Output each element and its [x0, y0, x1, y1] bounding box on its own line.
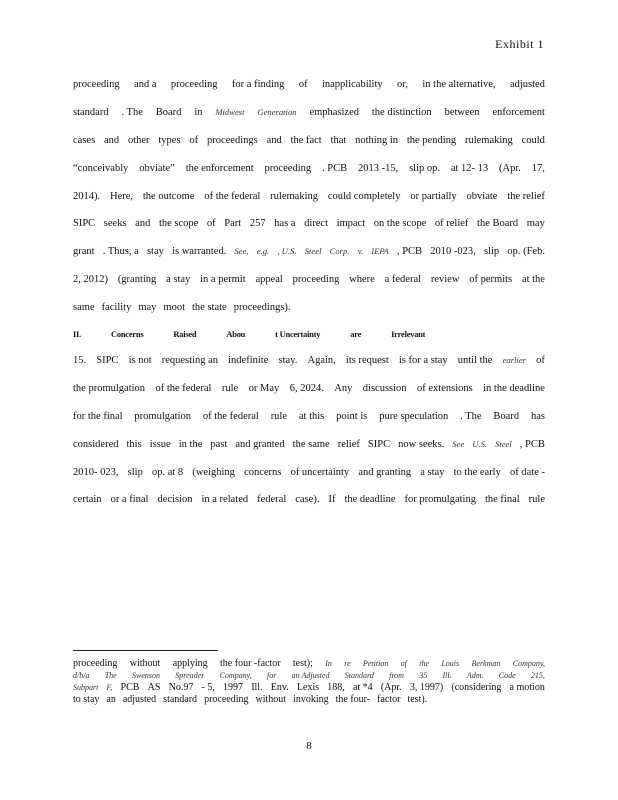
text-line — [73, 99, 545, 127]
word: (granting — [117, 274, 157, 286]
word: (considering — [451, 682, 502, 693]
word: the promulgation — [73, 382, 146, 394]
word: point is — [336, 410, 368, 422]
word: of — [206, 218, 216, 230]
word: stay. — [278, 355, 298, 367]
citation-word: Standard — [344, 671, 374, 680]
word: Part — [224, 218, 242, 230]
word: or, — [397, 79, 408, 90]
text-line — [73, 658, 545, 670]
word: AS — [147, 682, 161, 693]
word: “conceivably — [73, 162, 129, 174]
word: in the deadline — [483, 382, 545, 394]
word: the scope — [158, 218, 199, 230]
citation-word: Company, — [219, 671, 252, 680]
word: 3, 1997) — [409, 682, 444, 693]
heading-word: Concerns — [111, 330, 144, 340]
word: considered — [73, 438, 119, 450]
text-line — [73, 238, 545, 266]
word: cases — [73, 134, 96, 146]
word: of the federal — [202, 410, 259, 422]
word: SIPC — [367, 438, 391, 450]
text-line — [73, 127, 545, 155]
word: issue — [149, 438, 171, 450]
word: slip op. — [409, 162, 440, 174]
word: rulemaking — [270, 190, 318, 202]
text-line — [73, 486, 545, 514]
word: without — [129, 658, 161, 669]
citation-word: Midwest — [215, 106, 245, 117]
word: that — [330, 134, 347, 146]
word: relief — [337, 438, 360, 450]
word: the outcome — [142, 190, 195, 202]
citation-word: Generation — [257, 106, 297, 117]
citation-word: d/b/a — [73, 671, 90, 680]
word: emphasized — [309, 106, 359, 118]
word: review — [430, 274, 460, 286]
word: the final — [484, 494, 520, 506]
text-line — [73, 183, 545, 211]
citation-word: Steel — [495, 438, 512, 449]
word: an — [106, 694, 116, 705]
word: 1997 — [223, 682, 244, 693]
word: until the — [457, 355, 493, 367]
citation-word: See — [452, 438, 465, 449]
citation-word: for — [267, 671, 277, 680]
text-line — [73, 682, 545, 694]
word: (weighing — [192, 466, 235, 478]
word: certain — [73, 494, 102, 506]
word: enforcement — [492, 106, 545, 118]
word: past — [210, 438, 228, 450]
word: Board — [493, 410, 520, 422]
word: , PCB — [519, 438, 545, 450]
word: to stay — [73, 694, 100, 705]
word: 15. — [73, 355, 87, 367]
citation-word: Corp. — [329, 246, 350, 257]
word: proceeding — [264, 162, 312, 174]
text-line — [73, 210, 545, 238]
word: appeal — [255, 274, 283, 286]
word: of extensions — [417, 382, 473, 394]
citation-word: Louis — [441, 659, 460, 668]
text-line — [73, 694, 545, 706]
word: standard — [163, 694, 198, 705]
citation-word: Swenson — [131, 671, 160, 680]
word: discussion — [362, 382, 407, 394]
text-line — [73, 266, 545, 294]
heading-word: t Uncertainty — [275, 330, 321, 340]
word: of — [189, 134, 199, 146]
word: Here, — [109, 190, 134, 202]
section-heading — [73, 322, 545, 347]
paragraph-15 — [73, 347, 545, 514]
word: stay — [146, 246, 164, 258]
word: without — [255, 694, 287, 705]
word: the fact — [290, 134, 322, 146]
word: If — [328, 494, 336, 506]
footnote — [73, 658, 545, 706]
word: rule — [528, 494, 545, 506]
heading-word: Raised — [173, 330, 197, 340]
word: rule — [221, 382, 239, 394]
word: proceeding — [292, 274, 340, 286]
text-line — [73, 155, 545, 183]
word: where — [349, 274, 375, 286]
word: 2010 -023, — [430, 246, 476, 258]
citation-word: earlier — [502, 355, 526, 366]
word: rule — [270, 410, 288, 422]
word: in a related — [201, 494, 249, 506]
citation-word: Subpart — [73, 683, 99, 692]
word: grant — [73, 246, 95, 258]
word: proceeding — [73, 79, 120, 90]
word: other — [127, 134, 150, 146]
citation-word: an Adjusted — [291, 671, 330, 680]
citation-word: of — [400, 659, 407, 668]
word: the pending — [406, 134, 457, 146]
text-line — [73, 294, 545, 322]
word: rulemaking — [464, 134, 513, 146]
citation-word: Berkman — [471, 659, 501, 668]
word: this — [126, 438, 142, 450]
word: factor — [377, 694, 401, 705]
word: could — [521, 134, 545, 146]
word: adjusted — [122, 694, 157, 705]
citation-word: In — [325, 659, 332, 668]
word: (Apr. — [499, 162, 521, 174]
text-line — [73, 459, 545, 487]
word: now seeks. — [398, 438, 445, 450]
word: standard — [73, 106, 109, 118]
word: slip — [483, 246, 500, 258]
word: has a — [274, 218, 296, 230]
word: the same — [292, 438, 330, 450]
word: the Board — [477, 218, 519, 230]
word: at the — [521, 274, 545, 286]
word: proceedings). — [233, 302, 291, 314]
citation-word: 215, — [530, 671, 545, 680]
heading-word: Abou — [226, 330, 246, 340]
heading-word: are — [350, 330, 362, 340]
citation-word: re — [344, 659, 351, 668]
word: of uncertainty — [290, 466, 350, 478]
word: in a permit — [200, 274, 246, 286]
word: 2014). — [73, 190, 101, 202]
citation-word: Code — [498, 671, 516, 680]
word: of — [298, 79, 308, 90]
word: impact — [336, 218, 366, 230]
word: of date - — [510, 466, 545, 478]
word: its request — [345, 355, 389, 367]
word: op. (Feb. — [507, 246, 545, 258]
word: or partially — [410, 190, 457, 202]
heading-word: Irrelevant — [391, 330, 426, 340]
citation-word: IEPA — [371, 246, 389, 257]
word: nothing in — [355, 134, 399, 146]
word: 2, 2012) — [73, 274, 108, 286]
body-text — [73, 71, 545, 514]
citation-word: Steel — [304, 246, 322, 257]
word: to the early — [453, 466, 501, 478]
paragraph-continued — [73, 71, 545, 322]
word: 2013 -15, — [357, 162, 399, 174]
word: at this — [298, 410, 325, 422]
word: of relief — [434, 218, 469, 230]
citation-word: e.g. — [256, 246, 270, 257]
word: a federal — [384, 274, 422, 286]
citation-word: from — [389, 671, 404, 680]
citation-word: Adm. — [466, 671, 484, 680]
citation-word: Petition — [362, 659, 389, 668]
text-line — [73, 347, 545, 375]
word: 257 — [249, 218, 266, 230]
word: federal — [257, 494, 287, 506]
exhibit-label: Exhibit 1 — [495, 37, 544, 51]
word: SIPC — [73, 218, 96, 230]
heading-word: II. — [73, 330, 82, 340]
citation-word: U.S. — [472, 438, 488, 449]
word: Board — [155, 106, 182, 118]
word: a motion — [509, 682, 545, 693]
word: obviate” — [139, 162, 175, 174]
word: same — [73, 302, 95, 314]
word: for a finding — [231, 79, 285, 90]
word: promulgation — [134, 410, 191, 422]
text-line — [73, 403, 545, 431]
word: the deadline — [344, 494, 396, 506]
word: No.97 — [168, 682, 194, 693]
word: proceeding — [204, 694, 249, 705]
word: . PCB — [321, 162, 348, 174]
word: the relief — [507, 190, 545, 202]
citation-word: The — [104, 671, 117, 680]
citation-word: Spreader — [175, 671, 205, 680]
word: or May — [248, 382, 280, 394]
word: - 5, — [201, 682, 215, 693]
word: obviate — [466, 190, 498, 202]
word: proceeding — [73, 658, 118, 669]
word: requesting an — [161, 355, 219, 367]
word: direct — [304, 218, 328, 230]
citation-word: Company, — [512, 659, 545, 668]
citation-word: 35 — [419, 671, 428, 680]
word: proceeding — [170, 79, 218, 90]
citation-word: , U.S. — [277, 246, 297, 257]
word: seeks — [103, 218, 127, 230]
word: op. at 8 — [151, 466, 184, 478]
word: is for a stay — [398, 355, 448, 367]
word: Env. — [270, 682, 289, 693]
word: the state — [192, 302, 227, 314]
word: (Apr. — [380, 682, 402, 693]
word: invoking — [293, 694, 329, 705]
text-line — [73, 375, 545, 403]
word: of the federal — [204, 190, 261, 202]
footnote-separator — [73, 650, 218, 651]
word: pure speculation — [379, 410, 449, 422]
word: could completely — [327, 190, 401, 202]
word: the four- — [335, 694, 371, 705]
word: the enforcement — [185, 162, 254, 174]
citation-word: v. — [357, 246, 364, 257]
citation-word: See, — [234, 246, 249, 257]
word: of — [536, 355, 545, 367]
word: of permits — [469, 274, 513, 286]
word: Ill. — [251, 682, 263, 693]
text-line — [73, 431, 545, 459]
word: . The — [460, 410, 482, 422]
word: between — [444, 106, 480, 118]
word: 6, 2024. — [289, 382, 324, 394]
word: may — [526, 218, 545, 230]
word: of the federal — [155, 382, 212, 394]
word: Any — [334, 382, 353, 394]
word: PCB — [120, 682, 140, 693]
citation-word: F, — [106, 683, 113, 692]
word: concerns — [244, 466, 282, 478]
word: Again, — [307, 355, 336, 367]
word: a stay — [420, 466, 445, 478]
word: 2010- 023, — [73, 466, 119, 478]
word: facility — [101, 302, 132, 314]
word: test); — [292, 658, 313, 669]
word: applying — [172, 658, 208, 669]
word: in — [194, 106, 203, 118]
word: proceedings — [206, 134, 258, 146]
word: and granting — [358, 466, 412, 478]
word: has — [530, 410, 545, 422]
word: is warranted. — [172, 246, 227, 258]
word: in the alternative, — [422, 79, 496, 90]
citation-word: Ill. — [442, 671, 452, 680]
word: test). — [407, 694, 428, 705]
word: , PCB — [396, 246, 423, 258]
word: at 12- 13 — [450, 162, 489, 174]
word: . Thus, a — [102, 246, 139, 258]
word: . The — [121, 106, 143, 118]
word: and — [135, 218, 151, 230]
word: slip — [127, 466, 143, 478]
word: and — [266, 134, 282, 146]
word: case). — [295, 494, 320, 506]
page-number: 8 — [306, 740, 312, 752]
word: the distinction — [371, 106, 432, 118]
word: 17, — [531, 162, 545, 174]
word: the four -factor — [220, 658, 281, 669]
word: SIPC — [96, 355, 119, 367]
word: for the final — [73, 410, 123, 422]
word: and a — [134, 79, 157, 90]
word: indefinite — [228, 355, 269, 367]
word: or a final — [110, 494, 149, 506]
word: on the scope — [373, 218, 427, 230]
word: in the — [178, 438, 203, 450]
word: types — [158, 134, 181, 146]
word: for promulgating — [404, 494, 476, 506]
word: may — [138, 302, 157, 314]
citation-word: the — [419, 659, 430, 668]
word: at *4 — [352, 682, 373, 693]
word: inapplicability — [321, 79, 383, 90]
word: 188, — [327, 682, 345, 693]
word: adjusted — [509, 79, 545, 90]
word: and granted — [235, 438, 285, 450]
word: and — [103, 134, 120, 146]
text-line — [73, 670, 545, 682]
word: moot — [163, 302, 185, 314]
word: decision — [157, 494, 193, 506]
word: Lexis — [296, 682, 320, 693]
word: a stay — [166, 274, 191, 286]
word: is not — [128, 355, 152, 367]
text-line — [73, 71, 545, 99]
